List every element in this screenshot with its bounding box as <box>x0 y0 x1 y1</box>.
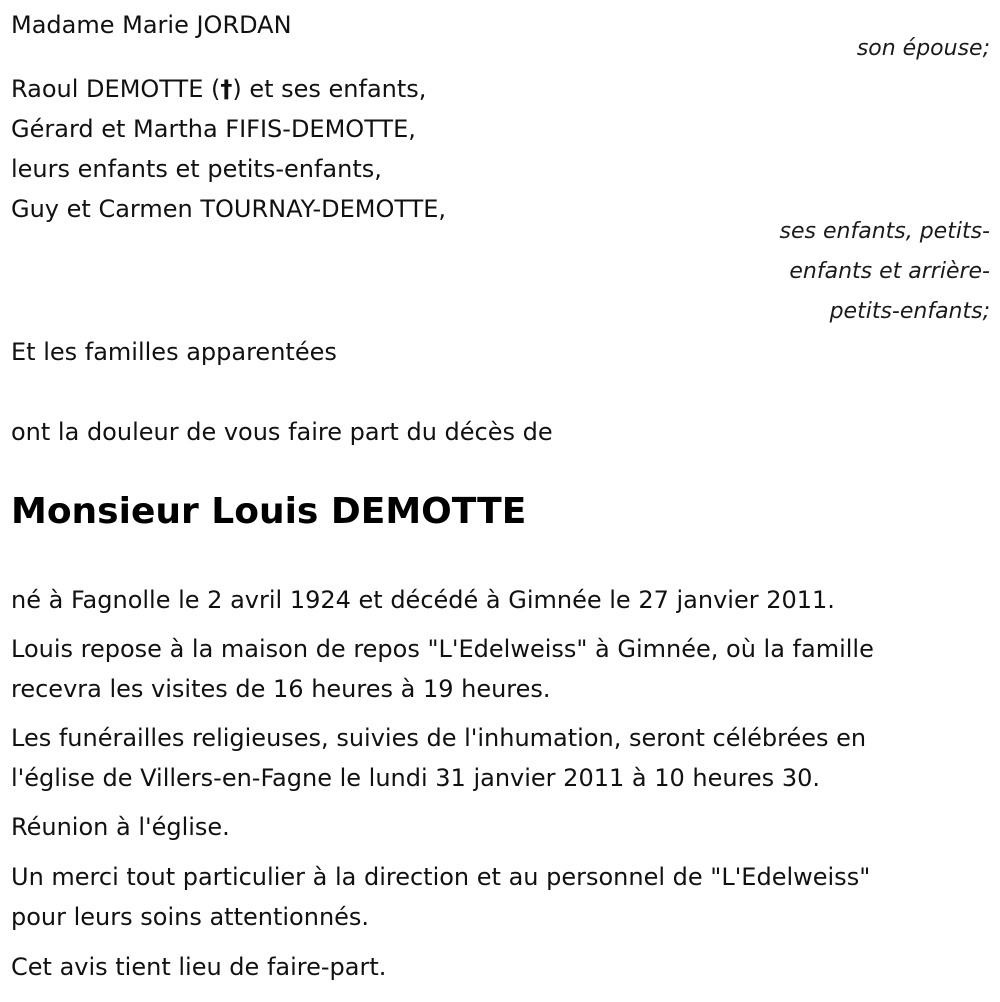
child-line-gerard: Gérard et Martha FIFIS-DEMOTTE, <box>11 115 416 143</box>
child-line-raoul <box>11 69 426 109</box>
birth-death-text: né à Fagnolle le 2 avril 1924 et décédé à Gimnée le 27 janvier 2011. <box>11 586 835 614</box>
funeral-text-line1: Les funérailles religieuses, suivies de l'inhumation, seront célébrées en <box>11 724 867 752</box>
rest-text-line2: recevra les visites de 16 heures à 19 heures. <box>11 675 551 703</box>
related-families: Et les familles apparentées <box>11 338 337 366</box>
announcement-text: ont la douleur de vous faire part du décès de <box>11 418 553 446</box>
funeral-text-line2: l'église de Villers-en-Fagne le lundi 31 janvier 2011 à 10 heures 30. <box>11 764 820 792</box>
meeting-text: Réunion à l'église. <box>11 813 230 841</box>
notice-text: Cet avis tient lieu de faire-part. <box>11 953 387 981</box>
child-line-grandchildren: leurs enfants et petits-enfants, <box>11 155 382 183</box>
children-role-line3: petits-enfants; <box>829 299 990 324</box>
thanks-text-line1: Un merci tout particulier à la direction et au personnel de "L'Edelweiss" <box>11 863 871 891</box>
widow-role: son épouse; <box>856 36 990 61</box>
rest-text-line1: Louis repose à la maison de repos "L'Edelweiss" à Gimnée, où la famille <box>11 635 874 663</box>
children-role-line1: ses enfants, petits- <box>779 219 990 244</box>
deceased-name: Monsieur Louis DEMOTTE <box>11 491 527 532</box>
child-line-raoul-end: ) et ses enfants, <box>232 75 427 103</box>
child-line-raoul-start: Raoul DEMOTTE ( <box>11 75 221 103</box>
widow-name: Madame Marie JORDAN <box>11 11 292 39</box>
child-line-guy: Guy et Carmen TOURNAY-DEMOTTE, <box>11 195 447 223</box>
cross-icon: † <box>220 75 233 103</box>
thanks-text-line2: pour leurs soins attentionnés. <box>11 903 370 931</box>
children-role-line2: enfants et arrière- <box>789 259 990 284</box>
